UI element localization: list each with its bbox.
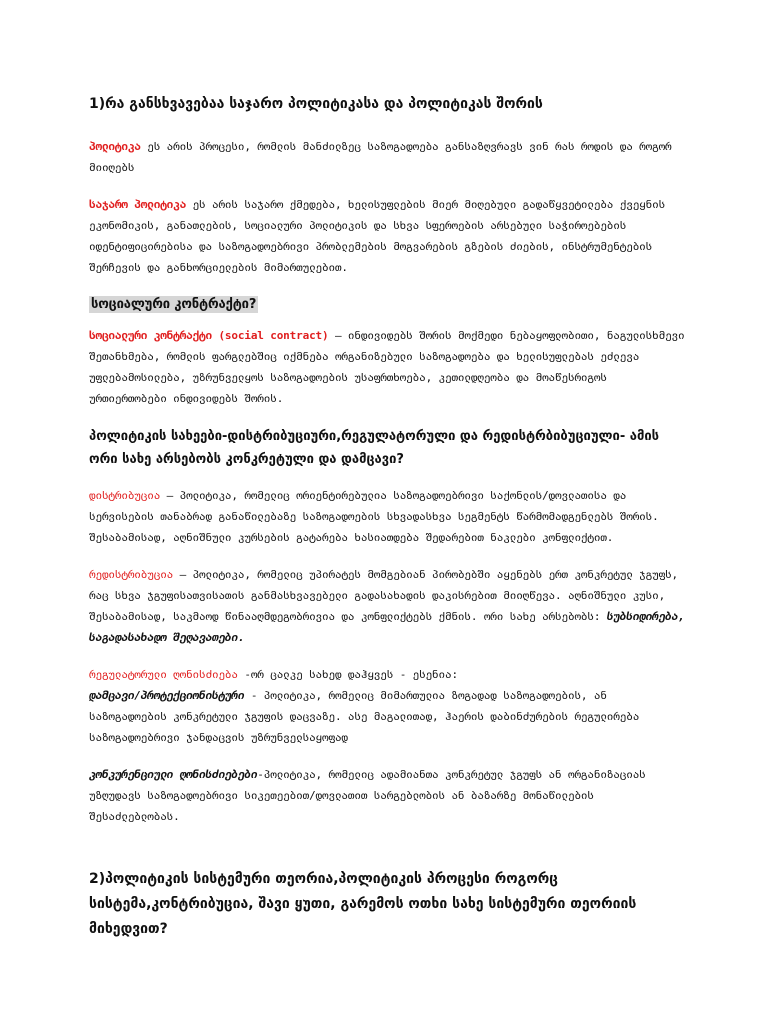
term-protective: დამცავი/პროტექციონისტური [89, 689, 245, 702]
term-public-policy: საჯარო პოლიტიკა [89, 198, 187, 211]
paragraph-politics [89, 136, 689, 178]
term-distribution: დისტრიბუცია [89, 489, 161, 502]
paragraph-distribution [89, 485, 689, 548]
section-gap [89, 843, 689, 867]
term-redistribution: რედისტრიბუცია [89, 568, 174, 581]
text-public-policy: ეს არის საჯარო ქმედება, ხელისუფლების მიერ მიღებული გადაწყვეტილება ქვეყნის ეკონომიკის, განათლების, სოციალური პოლიტიკის და სხვა სფეროების არსებული საჭიროებების იდენტიფიცირებისა და საზოგადოებრივი პრობლემების მოგვარების გზების ძიების, ინსტრუმენტების შერჩევის და განხორციელების მიმართულებით. [89, 198, 666, 274]
paragraph-regulatory [89, 664, 689, 748]
term-social-contract: სოციალური კონტრაქტი (social contract) [89, 329, 329, 342]
text-distribution: – პოლიტიკა, რომელიც ორიენტირებულია საზოგადოებრივი საქონლის/დოვლათისა და სერვისების თანაბრად განაწილებაზე საზოგადოების სხვადასხვა სეგმენტს წარმომადგენლებს შორის. შესაბამისად, აღნიშნული კურსების გატარება ხასიათდება შედარებით ნაკლები კონფლიქტით. [89, 489, 659, 544]
term-regulatory: რეგულატორული ღონისძიება [89, 668, 238, 681]
section-heading-2: 2)პოლიტიკის სისტემური თეორია,პოლიტიკის პროცესი როგორც სისტემა,კონტრიბუცია, შავი ყუთი, გარემოს ოთხი სახე სისტემური თეორიის მიხედვით? [89, 871, 637, 937]
text-regulatory: -ორ ცალკე სახედ დაჰყვეს - ესენია: [237, 668, 458, 681]
redistribution-kinds: სუბსიდირება, საგადასახადო შეღავათები. [89, 610, 685, 644]
term-competitive: კონკურენციული ღონისძიებები [89, 768, 258, 781]
text-social-contract: – ინდივიდებს შორის მოქმედი ნებაყოფლობითი, ნაგულისხმევი შეთანხმება, რომლის ფარგლებშიც იქმნება ორგანიზებული საზოგადოება და ხელისუფლებას ეძლევა უფლებამოსილება, უზრუნველყოს საზოგადოების უსაფრთხოება, კეთილდღეობა და მოაწესრიგოს ურთიერთობები ინდივიდებს შორის. [89, 329, 685, 405]
term-politics: პოლიტიკა [89, 140, 141, 153]
paragraph-redistribution [89, 564, 689, 648]
section-heading-1: 1)რა განსხვავებაა საჯარო პოლიტიკასა და პოლიტიკას შორის [89, 96, 543, 112]
text-politics: ეს არის პროცესი, რომლის მანძილზეც საზოგადოება განსაზღვრავს ვინ რას როდის და როგორ მიიღებს [89, 140, 672, 174]
text-redistribution: – პოლიტიკა, რომელიც უპირატეს მომგებიან პირობებში აყენებს ერთ კონკრეტულ ჯგუფს, რაც სხვა ჯგუფისათვისათის განმასხვავებელი გადასახადის დაკისრებით მიიღწევა. აღნიშნული კუსი, შესაბამისად, საკმაოდ წინააღმდეგობრივია და კონფლიქტებს ქმნის. ორი სახე არსებობს: [89, 568, 679, 623]
paragraph-social-contract-question [89, 294, 689, 315]
paragraph-social-contract [89, 325, 689, 409]
paragraph-competitive [89, 764, 689, 827]
paragraph-public-policy [89, 194, 689, 278]
text-competitive: -პოლიტიკა, რომელიც ადამიანთა კონკრეტულ ჯგუფს ან ორგანიზაციას უზღუდავს საზოგადოებრივი სიკეთეებით/დოვლათით სარგებლობის ან ბაზარზე მონაწილების შესაძლებლობას. [89, 768, 646, 823]
text-protective: - პოლიტიკა, რომელიც მიმართულია ზოგადად საზოგადოების, ან საზოგადოების კონკრეტული ჯგუფის დაცვაზე. ასე მაგალითად, ჰაერის დაბინძურების რეგულირება საზოგადოებრივი ჯანდაცვის უზრუნველსაყოფად [89, 689, 640, 744]
policy-types-question: პოლიტიკის სახეები-დისტრიბუციური,რეგულატორული და რედისტრბიბუციული- ამის ორი სახე არსებობს კონკრეტული და დამცავი? [89, 429, 660, 467]
document-content [89, 92, 689, 942]
social-contract-question: სოციალური კონტრაქტი? [91, 297, 257, 312]
